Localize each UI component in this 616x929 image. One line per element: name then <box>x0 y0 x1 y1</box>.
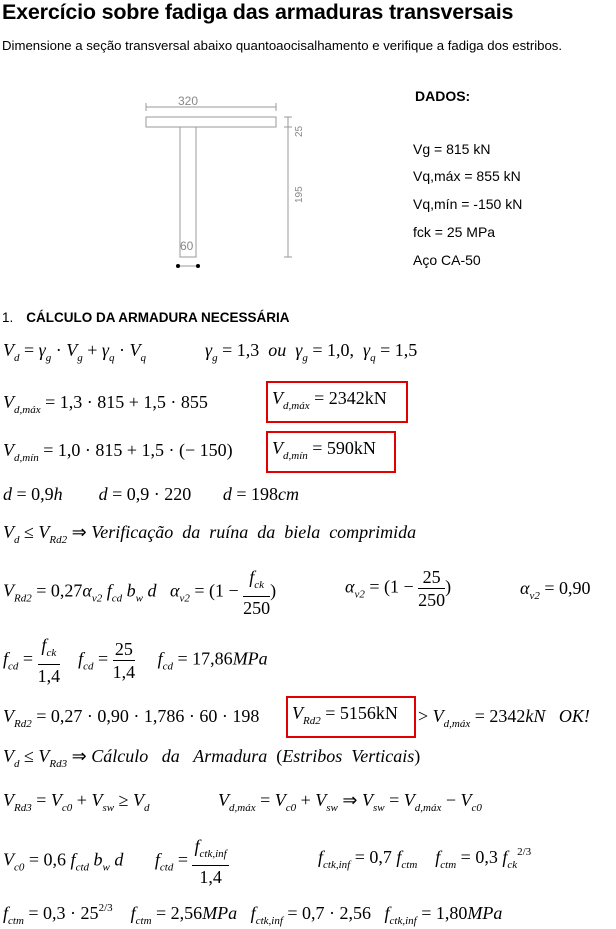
eq-fcd: $f_{cd}$ = $\frac{f_{ck}}{1,4}$ $f_{cd}$ = $\frac{25}{1,4}$ $f_{cd} = 17,86MPa$ <box>3 635 268 686</box>
result-vd-min: $V_{d,mín} = 590kN$ <box>272 438 376 462</box>
eq-vsw: $V_{d,máx} = V_{c0} + V_{sw}$ ⇒ $V_{sw} = V_{d,máx} - V_{c0}$ <box>218 790 482 814</box>
eq-calculo-armadura: $V_d \le V_{Rd3}$ ⇒ Cálculo da Armadura (Estribos Verticais) <box>3 746 421 770</box>
result-vrd2: $V_{Rd2} = 5156kN$ <box>292 703 398 727</box>
eq-alpha-result: $\alpha_{v2} = 0,90$ <box>520 578 591 602</box>
dim-flange-label: 25 <box>294 125 305 137</box>
intro-text: Dimensione a seção transversal abaixo quantoaocisalhamento e verifique a fadiga dos estribos. <box>2 38 563 53</box>
eq-vc0: $V_{c0} = 0,6$ $f_{ctd}$ $b_w$ d $f_{ctd}$ = $\frac{f_{ctk,inf}}{1,4}$ <box>3 836 227 887</box>
eq-vd-max: $V_{d,máx} = 1,3 \cdot 815 + 1,5 \cdot 855$ <box>3 392 208 416</box>
eq-vd-min: $V_{d,mín} = 1,0 \cdot 815 + 1,5$ · (− 150) <box>3 440 233 464</box>
eq-vd-combination: $V_d = \gamma_g \cdot V_g + \gamma_q \cdot V_q$ <box>3 340 146 364</box>
result-vd-max: $V_{d,máx} = 2342kN$ <box>272 388 387 412</box>
eq-gamma: $\gamma_g = 1,3$ ou $\gamma_g = 1,0$, $\gamma_q = 1,5$ <box>205 340 418 364</box>
t-section-figure <box>140 85 320 275</box>
eq-fctm: $f_{ctm} = 0,3 \cdot 25^{2/3}$ $f_{ctm} = 2,56MPa$ $f_{ctk,inf} = 0,7 \cdot 2,56$ $f_{ctk,inf} = 1,80MPa$ <box>3 902 503 927</box>
dados-item: Aço CA-50 <box>413 252 481 268</box>
dados-item: fck = 25 MPa <box>413 224 496 240</box>
dim-width-label: 320 <box>178 94 199 108</box>
dados-item: Vq,mín = -150 kN <box>413 196 523 212</box>
eq-verificacao: $V_d \le V_{Rd2}$ ⇒ Verificação da ruína da biela comprimida <box>3 522 417 546</box>
eq-vrd2-value: $V_{Rd2} = 0,27 \cdot 0,90 \cdot 1,786 \cdot 60 \cdot 198$ <box>3 706 260 730</box>
dim-web-width-label: 60 <box>180 239 194 253</box>
eq-fctk: $f_{ctk,inf} = 0,7$ $f_{ctm}$ $f_{ctm} = 0,3$ $f_{ck}^{2/3}$ <box>318 846 532 871</box>
dados-item: Vq,máx = 855 kN <box>413 168 521 184</box>
eq-ok: > $V_{d,máx} = 2342kN$ OK! <box>418 706 590 730</box>
section-heading: 1. CÁLCULO DA ARMADURA NECESSÁRIA <box>2 310 290 325</box>
eq-vrd2: $V_{Rd2} = 0,27\alpha_{v2}$ $f_{cd}$ $b_w$ d $\alpha_{v2} = (1$ − $\frac{f_{ck}}{250}$ ) <box>3 567 277 618</box>
eq-vrd3: $V_{Rd3} = V_{c0} + V_{sw} \ge V_d$ <box>3 790 150 814</box>
dim-web-height-label: 195 <box>294 186 305 203</box>
eq-alpha: $\alpha_{v2} = (1$ − $\frac{25}{250}$ ) <box>345 567 452 610</box>
dados-heading: DADOS: <box>415 88 471 104</box>
page-title: Exercício sobre fadiga das armaduras transversais <box>2 0 514 24</box>
dados-item: Vg = 815 kN <box>413 141 491 157</box>
eq-d: d = 0,9h d = 0,9 · 220 d = 198cm <box>3 484 299 504</box>
